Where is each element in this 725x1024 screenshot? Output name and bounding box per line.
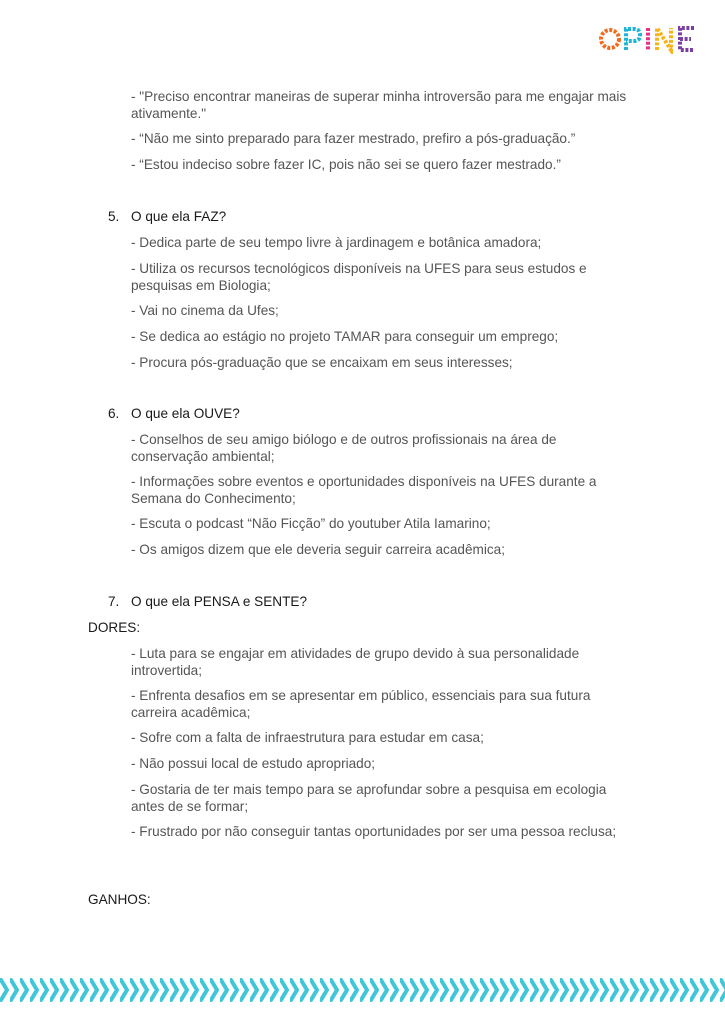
faz-item-4: - Se dedica ao estágio no projeto TAMAR para conseguir um emprego; (131, 329, 559, 344)
section-title: O que ela FAZ? (131, 209, 227, 224)
footer-decorative-border (0, 978, 725, 1002)
dores-item-6: - Frustrado por não conseguir tantas oportunidades por ser uma pessoa reclusa; (131, 824, 617, 839)
ouve-item-2: - Informações sobre eventos e oportunidades disponíveis na UFES durante a Semana do Conhecimento; (131, 474, 597, 506)
section-heading-ouve (108, 405, 240, 422)
dores-item-3: - Sofre com a falta de infraestrutura para estudar em casa; (131, 730, 484, 745)
intro-item-1: - "Preciso encontrar maneiras de superar minha introversão para me engajar mais ativamente." (131, 89, 627, 121)
dores-item-5: - Gostaria de ter mais tempo para se aprofundar sobre a pesquisa em ecologia antes de se formar; (131, 782, 607, 814)
logo-letter-p (626, 29, 640, 50)
faz-item-2: - Utiliza os recursos tecnológicos disponíveis na UFES para seus estudos e pesquisas em Biologia; (131, 261, 587, 293)
faz-item-1: - Dedica parte de seu tempo livre à jardinagem e botânica amadora; (131, 235, 542, 250)
faz-item-5: - Procura pós-graduação que se encaixam em seus interesses; (131, 355, 513, 370)
ouve-item-4: - Os amigos dizem que ele deveria seguir carreira acadêmica; (131, 542, 505, 557)
section-title: O que ela PENSA e SENTE? (131, 594, 308, 609)
section-heading-pensa (108, 593, 307, 610)
intro-item-2: - “Não me sinto preparado para fazer mestrado, prefiro a pós-graduação.” (131, 131, 576, 146)
logo-letter-n (657, 28, 671, 50)
section-title: O que ela OUVE? (131, 406, 240, 421)
faz-item-3: - Vai no cinema da Ufes; (131, 303, 279, 318)
logo-letter-o (601, 30, 619, 48)
section-number: 6. (108, 406, 120, 421)
intro-item-3: - “Estou indeciso sobre fazer IC, pois não sei se quero fazer mestrado.” (131, 157, 561, 172)
ganhos-label: GANHOS: (88, 892, 151, 907)
dores-item-4: - Não possui local de estudo apropriado; (131, 756, 376, 771)
section-number: 7. (108, 594, 120, 609)
dores-item-2: - Enfrenta desafios em se apresentar em público, essenciais para sua futura carreira acadêmica; (131, 688, 591, 720)
opine-logo (598, 24, 698, 54)
ouve-item-1: - Conselhos de seu amigo biólogo e de outros profissionais na área de conservação ambiental; (131, 432, 557, 464)
dores-item-1: - Luta para se engajar em atividades de grupo devido à sua personalidade introvertida; (131, 646, 580, 678)
logo-letter-e (680, 28, 694, 50)
dores-label: DORES: (88, 620, 141, 635)
section-heading-faz (108, 208, 226, 225)
section-number: 5. (108, 209, 120, 224)
ouve-item-3: - Escuta o podcast “Não Ficção” do youtuber Atila Iamarino; (131, 516, 491, 531)
